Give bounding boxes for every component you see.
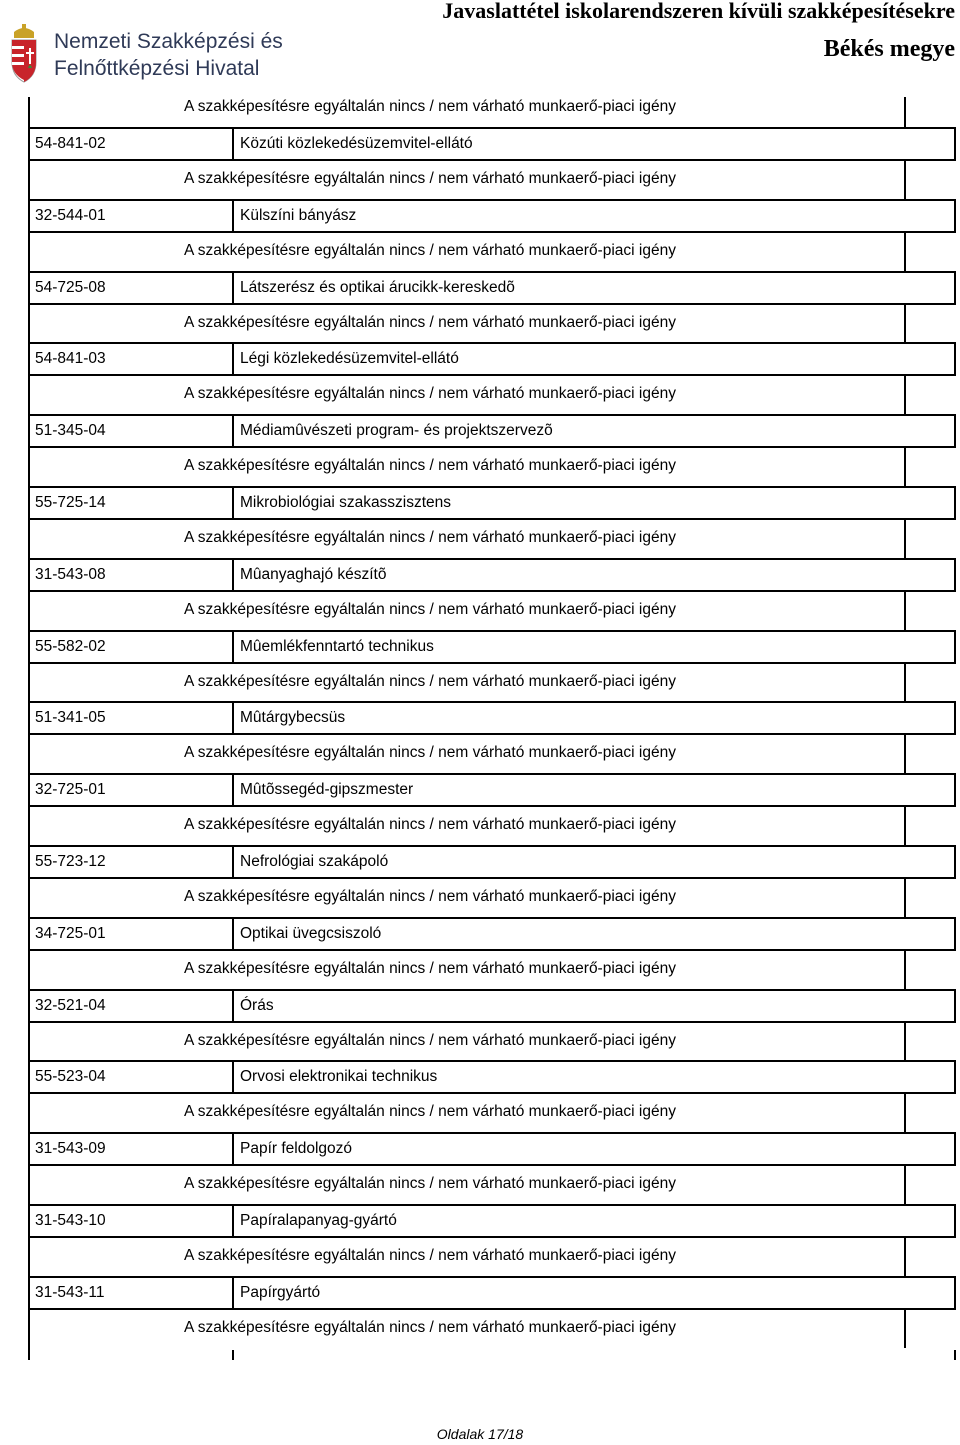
row-mid-border bbox=[28, 662, 956, 664]
row-divider bbox=[232, 414, 234, 448]
demand-status-text: A szakképesítésre egyáltalán nincs / nem várható munkaerő-piaci igény bbox=[184, 385, 676, 402]
org-name-line1: Nemzeti Szakképzési és bbox=[54, 30, 283, 53]
row-mid-border bbox=[28, 231, 956, 233]
status-right-border bbox=[904, 448, 906, 486]
qualification-name: Orvosi elektronikai technikus bbox=[240, 1068, 438, 1085]
qualification-name: Légi közlekedésüzemvitel-ellátó bbox=[240, 350, 459, 367]
row-top-border bbox=[28, 127, 956, 129]
demand-status-text: A szakképesítésre egyáltalán nincs / nem várható munkaerő-piaci igény bbox=[184, 1319, 676, 1336]
row-right-border bbox=[954, 342, 956, 376]
qualification-name: Médiamûvészeti program- és projektszervezõ bbox=[240, 422, 553, 439]
row-divider bbox=[232, 701, 234, 735]
row-right-border bbox=[954, 271, 956, 305]
row-right-border bbox=[954, 630, 956, 664]
row-top-border bbox=[28, 558, 956, 560]
status-right-border bbox=[904, 664, 906, 701]
status-right-border bbox=[904, 1166, 906, 1204]
row-right-border bbox=[954, 701, 956, 735]
row-divider bbox=[232, 199, 234, 233]
row-divider bbox=[232, 630, 234, 664]
row-mid-border bbox=[28, 518, 956, 520]
row-divider bbox=[232, 773, 234, 807]
row-mid-border bbox=[28, 877, 956, 879]
demand-status-text: A szakképesítésre egyáltalán nincs / nem várható munkaerő-piaci igény bbox=[184, 529, 676, 546]
table-bottom-tick-left bbox=[28, 1350, 30, 1360]
row-right-border bbox=[954, 1204, 956, 1238]
qualification-name: Papíralapanyag-gyártó bbox=[240, 1212, 397, 1229]
row-top-border bbox=[28, 1132, 956, 1134]
qualification-name: Látszerész és optikai árucikk-kereskedõ bbox=[240, 279, 515, 296]
row-mid-border bbox=[28, 733, 956, 735]
table-bottom-tick-mid bbox=[232, 1350, 234, 1360]
row-top-border bbox=[28, 342, 956, 344]
row-top-border bbox=[28, 917, 956, 919]
row-mid-border bbox=[28, 1308, 956, 1310]
demand-status-text: A szakképesítésre egyáltalán nincs / nem várható munkaerő-piaci igény bbox=[184, 170, 676, 187]
status-right-border bbox=[904, 951, 906, 989]
qualification-code: 54-841-02 bbox=[35, 135, 106, 152]
status-right-border bbox=[904, 1310, 906, 1348]
qualification-name: Optikai üvegcsiszoló bbox=[240, 925, 382, 942]
qualification-name: Nefrológiai szakápoló bbox=[240, 853, 389, 870]
row-divider bbox=[232, 1276, 234, 1310]
qualification-code: 32-521-04 bbox=[35, 997, 106, 1014]
qualification-code: 31-543-10 bbox=[35, 1212, 106, 1229]
row-top-border bbox=[28, 199, 956, 201]
row-divider bbox=[232, 1132, 234, 1166]
demand-status-text: A szakképesítésre egyáltalán nincs / nem várható munkaerő-piaci igény bbox=[184, 816, 676, 833]
status-right-border bbox=[904, 233, 906, 271]
row-right-border bbox=[954, 773, 956, 807]
row-top-border bbox=[28, 701, 956, 703]
row-mid-border bbox=[28, 1092, 956, 1094]
qualification-name: Közúti közlekedésüzemvitel-ellátó bbox=[240, 135, 473, 152]
status-right-border bbox=[904, 735, 906, 773]
demand-status-text: A szakképesítésre egyáltalán nincs / nem várható munkaerő-piaci igény bbox=[184, 888, 676, 905]
demand-status-text: A szakképesítésre egyáltalán nincs / nem várható munkaerő-piaci igény bbox=[184, 1175, 676, 1192]
status-right-border bbox=[904, 879, 906, 917]
row-top-border bbox=[28, 773, 956, 775]
row-mid-border bbox=[28, 446, 956, 448]
row-right-border bbox=[954, 1060, 956, 1094]
demand-status-text: A szakképesítésre egyáltalán nincs / nem várható munkaerő-piaci igény bbox=[184, 314, 676, 331]
row-top-border bbox=[28, 630, 956, 632]
page-title: Javaslattétel iskolarendszeren kívüli szakképesítésekre bbox=[442, 0, 955, 23]
row-divider bbox=[232, 845, 234, 879]
row-right-border bbox=[954, 486, 956, 520]
row-divider bbox=[232, 989, 234, 1023]
row-top-border bbox=[28, 1204, 956, 1206]
row-mid-border bbox=[28, 303, 956, 305]
table-right-border bbox=[904, 97, 906, 127]
row-right-border bbox=[954, 558, 956, 592]
qualification-code: 31-543-11 bbox=[35, 1284, 105, 1301]
row-right-border bbox=[954, 414, 956, 448]
row-right-border bbox=[954, 199, 956, 233]
demand-status-text: A szakképesítésre egyáltalán nincs / nem várható munkaerő-piaci igény bbox=[184, 1032, 676, 1049]
qualification-name: Mûtõssegéd-gipszmester bbox=[240, 781, 414, 798]
row-top-border bbox=[28, 1276, 956, 1278]
demand-status-text: A szakképesítésre egyáltalán nincs / nem várható munkaerő-piaci igény bbox=[184, 601, 676, 618]
demand-status-text: A szakképesítésre egyáltalán nincs / nem várható munkaerő-piaci igény bbox=[184, 744, 676, 761]
row-top-border bbox=[28, 414, 956, 416]
status-right-border bbox=[904, 1023, 906, 1060]
county-title: Békés megye bbox=[823, 36, 955, 62]
status-right-border bbox=[904, 592, 906, 630]
row-divider bbox=[232, 917, 234, 951]
row-divider bbox=[232, 271, 234, 305]
row-top-border bbox=[28, 486, 956, 488]
demand-status-text: A szakképesítésre egyáltalán nincs / nem várható munkaerő-piaci igény bbox=[184, 673, 676, 690]
qualification-name: Mikrobiológiai szakasszisztens bbox=[240, 494, 452, 511]
qualification-name: Papír feldolgozó bbox=[240, 1140, 353, 1157]
row-mid-border bbox=[28, 374, 956, 376]
qualification-name: Mûtárgybecsüs bbox=[240, 709, 346, 726]
qualification-code: 51-341-05 bbox=[35, 709, 106, 726]
status-right-border bbox=[904, 161, 906, 199]
row-divider bbox=[232, 1204, 234, 1238]
table-bottom-tick-right bbox=[954, 1350, 956, 1360]
row-top-border bbox=[28, 271, 956, 273]
row-right-border bbox=[954, 917, 956, 951]
qualification-code: 51-345-04 bbox=[35, 422, 106, 439]
qualification-name: Órás bbox=[240, 997, 274, 1014]
row-right-border bbox=[954, 1276, 956, 1310]
qualification-code: 32-544-01 bbox=[35, 207, 106, 224]
row-right-border bbox=[954, 845, 956, 879]
row-top-border bbox=[28, 845, 956, 847]
row-divider bbox=[232, 486, 234, 520]
demand-status-text: A szakképesítésre egyáltalán nincs / nem várható munkaerő-piaci igény bbox=[184, 960, 676, 977]
status-right-border bbox=[904, 1094, 906, 1132]
row-mid-border bbox=[28, 1236, 956, 1238]
qualification-code: 55-723-12 bbox=[35, 853, 106, 870]
qualification-code: 31-543-09 bbox=[35, 1140, 106, 1157]
status-right-border bbox=[904, 520, 906, 558]
qualification-name: Mûemlékfenntartó technikus bbox=[240, 638, 434, 655]
top-status-text: A szakképesítésre egyáltalán nincs / nem várható munkaerő-piaci igény bbox=[184, 98, 676, 115]
row-mid-border bbox=[28, 1164, 956, 1166]
status-right-border bbox=[904, 807, 906, 845]
row-right-border bbox=[954, 1132, 956, 1166]
row-top-border bbox=[28, 1060, 956, 1062]
qualification-code: 34-725-01 bbox=[35, 925, 106, 942]
status-right-border bbox=[904, 305, 906, 342]
status-right-border bbox=[904, 376, 906, 414]
qualification-name: Mûanyaghajó készítõ bbox=[240, 566, 387, 583]
table-left-border bbox=[28, 97, 30, 1360]
page-number: Oldalak 17/18 bbox=[436, 1426, 524, 1442]
demand-status-text: A szakképesítésre egyáltalán nincs / nem várható munkaerő-piaci igény bbox=[184, 1103, 676, 1120]
status-right-border bbox=[904, 1238, 906, 1276]
qualification-code: 54-725-08 bbox=[35, 279, 106, 296]
row-divider bbox=[232, 127, 234, 161]
org-name-line2: Felnőttképzési Hivatal bbox=[54, 57, 260, 80]
row-mid-border bbox=[28, 1021, 956, 1023]
qualification-code: 32-725-01 bbox=[35, 781, 106, 798]
qualification-code: 54-841-03 bbox=[35, 350, 106, 367]
row-divider bbox=[232, 558, 234, 592]
row-divider bbox=[232, 342, 234, 376]
qualification-name: Papírgyártó bbox=[240, 1284, 321, 1301]
row-divider bbox=[232, 1060, 234, 1094]
row-mid-border bbox=[28, 949, 956, 951]
qualification-code: 55-523-04 bbox=[35, 1068, 106, 1085]
row-mid-border bbox=[28, 159, 956, 161]
demand-status-text: A szakképesítésre egyáltalán nincs / nem várható munkaerő-piaci igény bbox=[184, 457, 676, 474]
row-right-border bbox=[954, 989, 956, 1023]
demand-status-text: A szakképesítésre egyáltalán nincs / nem várható munkaerő-piaci igény bbox=[184, 1247, 676, 1264]
row-top-border bbox=[28, 989, 956, 991]
row-mid-border bbox=[28, 805, 956, 807]
demand-status-text: A szakképesítésre egyáltalán nincs / nem várható munkaerő-piaci igény bbox=[184, 242, 676, 259]
qualification-name: Külszíni bányász bbox=[240, 207, 357, 224]
row-right-border bbox=[954, 127, 956, 161]
qualification-code: 55-582-02 bbox=[35, 638, 106, 655]
row-mid-border bbox=[28, 590, 956, 592]
qualification-code: 31-543-08 bbox=[35, 566, 106, 583]
qualification-code: 55-725-14 bbox=[35, 494, 106, 511]
